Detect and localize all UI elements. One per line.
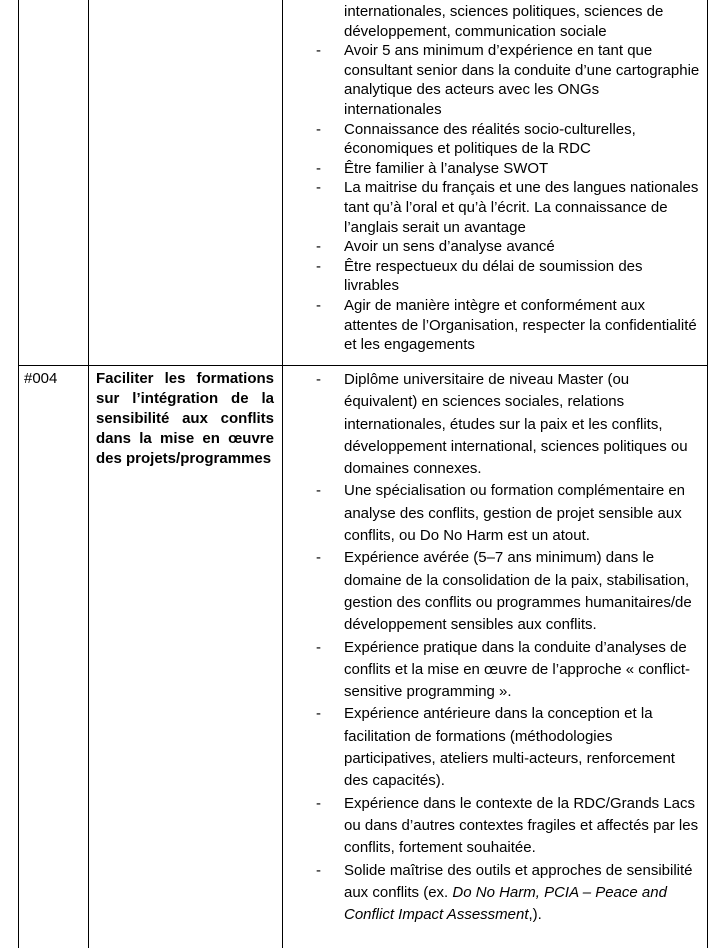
table-border-col1 (88, 0, 89, 948)
dash-bullet: - (316, 371, 321, 388)
dash-bullet: - (316, 296, 321, 314)
list-item: - Être familier à l’analyse SWOT (316, 159, 549, 177)
table-border-col2 (282, 0, 283, 948)
dash-bullet: - (316, 638, 321, 656)
list-item: - Expérience antérieure dans la conception et la facilitation de formations (méthodologies participatives, ateliers multi-acteurs, renforcement des capacités). (316, 705, 675, 790)
list-item: - Solide maîtrise des outils et approches de sensibilité aux conflits (ex. Do No Harm, PCIA – Peace and Conflict Impact Assessment,). (316, 861, 693, 924)
dash-bullet: - (316, 861, 321, 879)
list-item: - Expérience avérée (5–7 ans minimum) dans le domaine de la consolidation de la paix, stabilisation, gestion des conflits ou programmes humanitaires/de développement sensibles aux conflits. (316, 549, 692, 634)
tool-names: Do No Harm, PCIA – Peace and Conflict Impact Assessment (344, 883, 667, 924)
dash-bullet: - (316, 257, 321, 275)
dash-bullet: - (316, 482, 321, 500)
table-border-right (707, 0, 708, 948)
dash-bullet: - (316, 549, 321, 567)
list-item: internationales, sciences politiques, sciences de développement, communication sociale (344, 3, 664, 40)
row-objective: Faciliter les formations sur l’intégration de la sensibilité aux conflits dans la mise en œuvre des projets/programmes (96, 370, 274, 467)
list-item: - Avoir un sens d’analyse avancé (316, 238, 555, 256)
requirements-list-continued (310, 2, 700, 355)
list-item: - Diplôme universitaire de niveau Master (ou équivalent) en sciences sociales, relations internationales, études sur la paix et les conflits, développement international, sciences politiques ou domaines connexes. (316, 371, 688, 478)
list-item: - La maitrise du français et une des langues nationales tant qu’à l’oral et qu’à l’écrit. La connaissance de l’anglais serait un avantage (316, 179, 699, 236)
list-item: - Connaissance des réalités socio-culturelles, économiques et politiques de la RDC (316, 120, 636, 158)
dash-bullet: - (316, 120, 321, 138)
list-item: - Avoir 5 ans minimum d’expérience en tant que consultant senior dans la conduite d’une cartographie analytique des acteurs avec les ONGs internationales (316, 42, 700, 118)
list-item: - Agir de manière intègre et conformément aux attentes de l’Organisation, respecter la confidentialité et les engagements (316, 296, 697, 354)
dash-bullet: - (316, 179, 321, 197)
row-separator (18, 365, 708, 366)
dash-bullet: - (316, 42, 321, 60)
dash-bullet: - (316, 238, 321, 256)
row-reference: #004 (24, 370, 58, 387)
requirements-list (310, 369, 700, 926)
dash-bullet: - (316, 794, 321, 812)
table-border-left (18, 0, 19, 948)
dash-bullet: - (316, 705, 321, 723)
list-item: - Une spécialisation ou formation complémentaire en analyse des conflits, gestion de projet sensible aux conflits, ou Do No Harm est un atout. (316, 482, 686, 545)
list-item: - Être respectueux du délai de soumission des livrables (316, 257, 643, 295)
list-item: - Expérience pratique dans la conduite d’analyses de conflits et la mise en œuvre de l’approche « conflict-sensitive programming ». (316, 638, 690, 701)
list-item: - Expérience dans le contexte de la RDC/Grands Lacs ou dans d’autres contextes fragiles et affectés par les conflits, fortement souhaitée. (316, 794, 699, 857)
dash-bullet: - (316, 159, 321, 177)
